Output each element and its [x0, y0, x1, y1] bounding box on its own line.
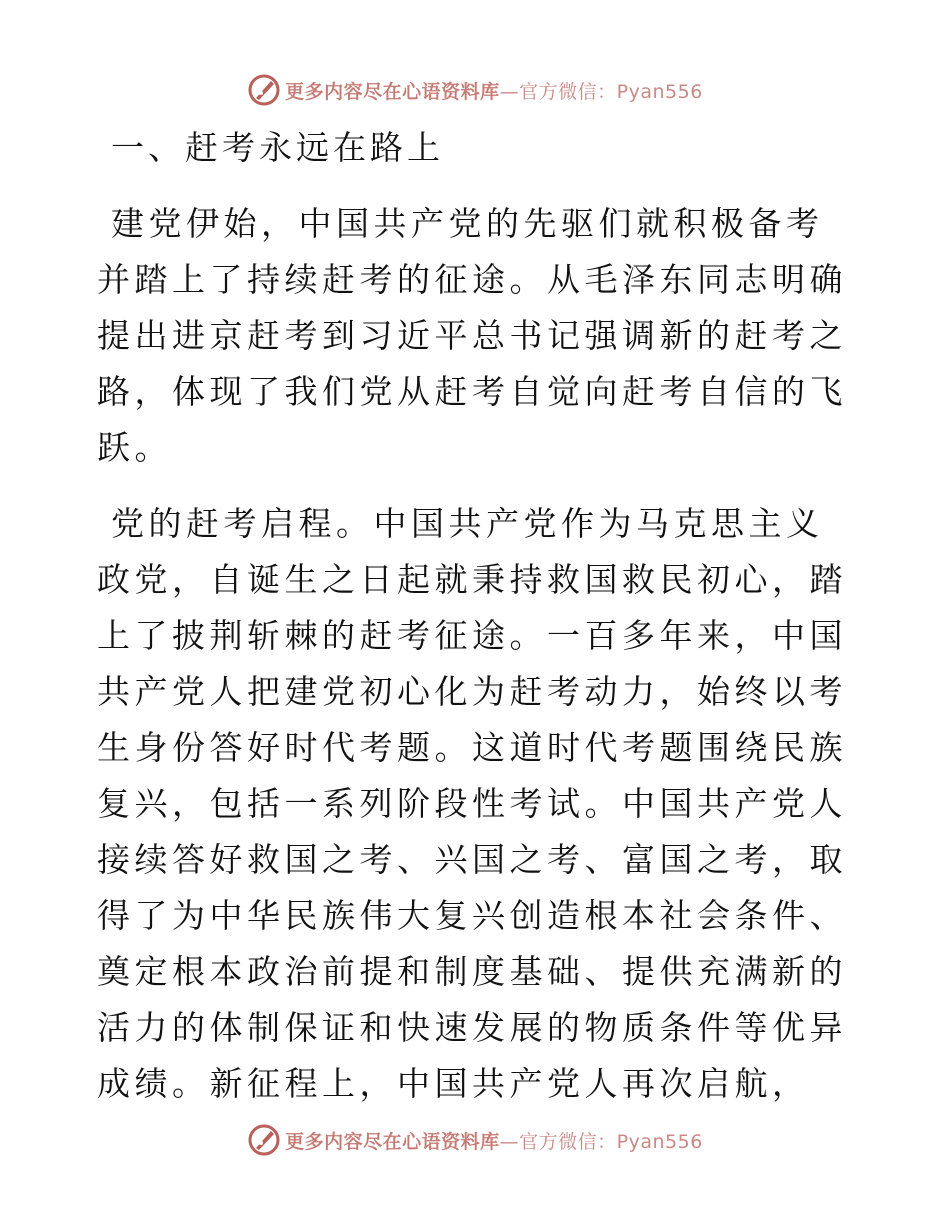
pen-nib-circle-icon — [247, 1123, 281, 1157]
paragraph-2: 党的赶考启程。中国共产党作为马克思主义政党，自诞生之日起就秉持救国救民初心，踏上了披荆斩棘的赶考征途。一百多年来，中国共产党人把建党初心化为赶考动力，始终以考生身份答好时代考题。这道时代考题围绕民族复兴，包括一系列阶段性考试。中国共产党人接续答好救国之考、兴国之考、富国之考，取得了为中华民族伟大复兴创造根本社会条件、奠定根本政治前提和制度基础、提供充满新的活力的体制保证和快速发展的物质条件等优异成绩。新征程上，中国共产党人再次启航， — [97, 504, 847, 1103]
pen-nib-circle-icon — [247, 73, 281, 107]
header-watermark-banner — [0, 70, 950, 110]
footer-watermark-banner — [0, 1120, 950, 1160]
section-heading: 一、赶考永远在路上 — [111, 128, 444, 167]
document-body — [97, 120, 857, 1132]
paragraph-1: 建党伊始，中国共产党的先驱们就积极备考并踏上了持续赶考的征途。从毛泽东同志明确提出进京赶考到习近平总书记强调新的赶考之路，体现了我们党从赶考自觉向赶考自信的飞跃。 — [97, 204, 847, 467]
banner-text: 更多内容尽在心语资料库—官方微信：Pyan556 — [285, 80, 703, 103]
banner-text: 更多内容尽在心语资料库—官方微信：Pyan556 — [285, 1130, 703, 1153]
